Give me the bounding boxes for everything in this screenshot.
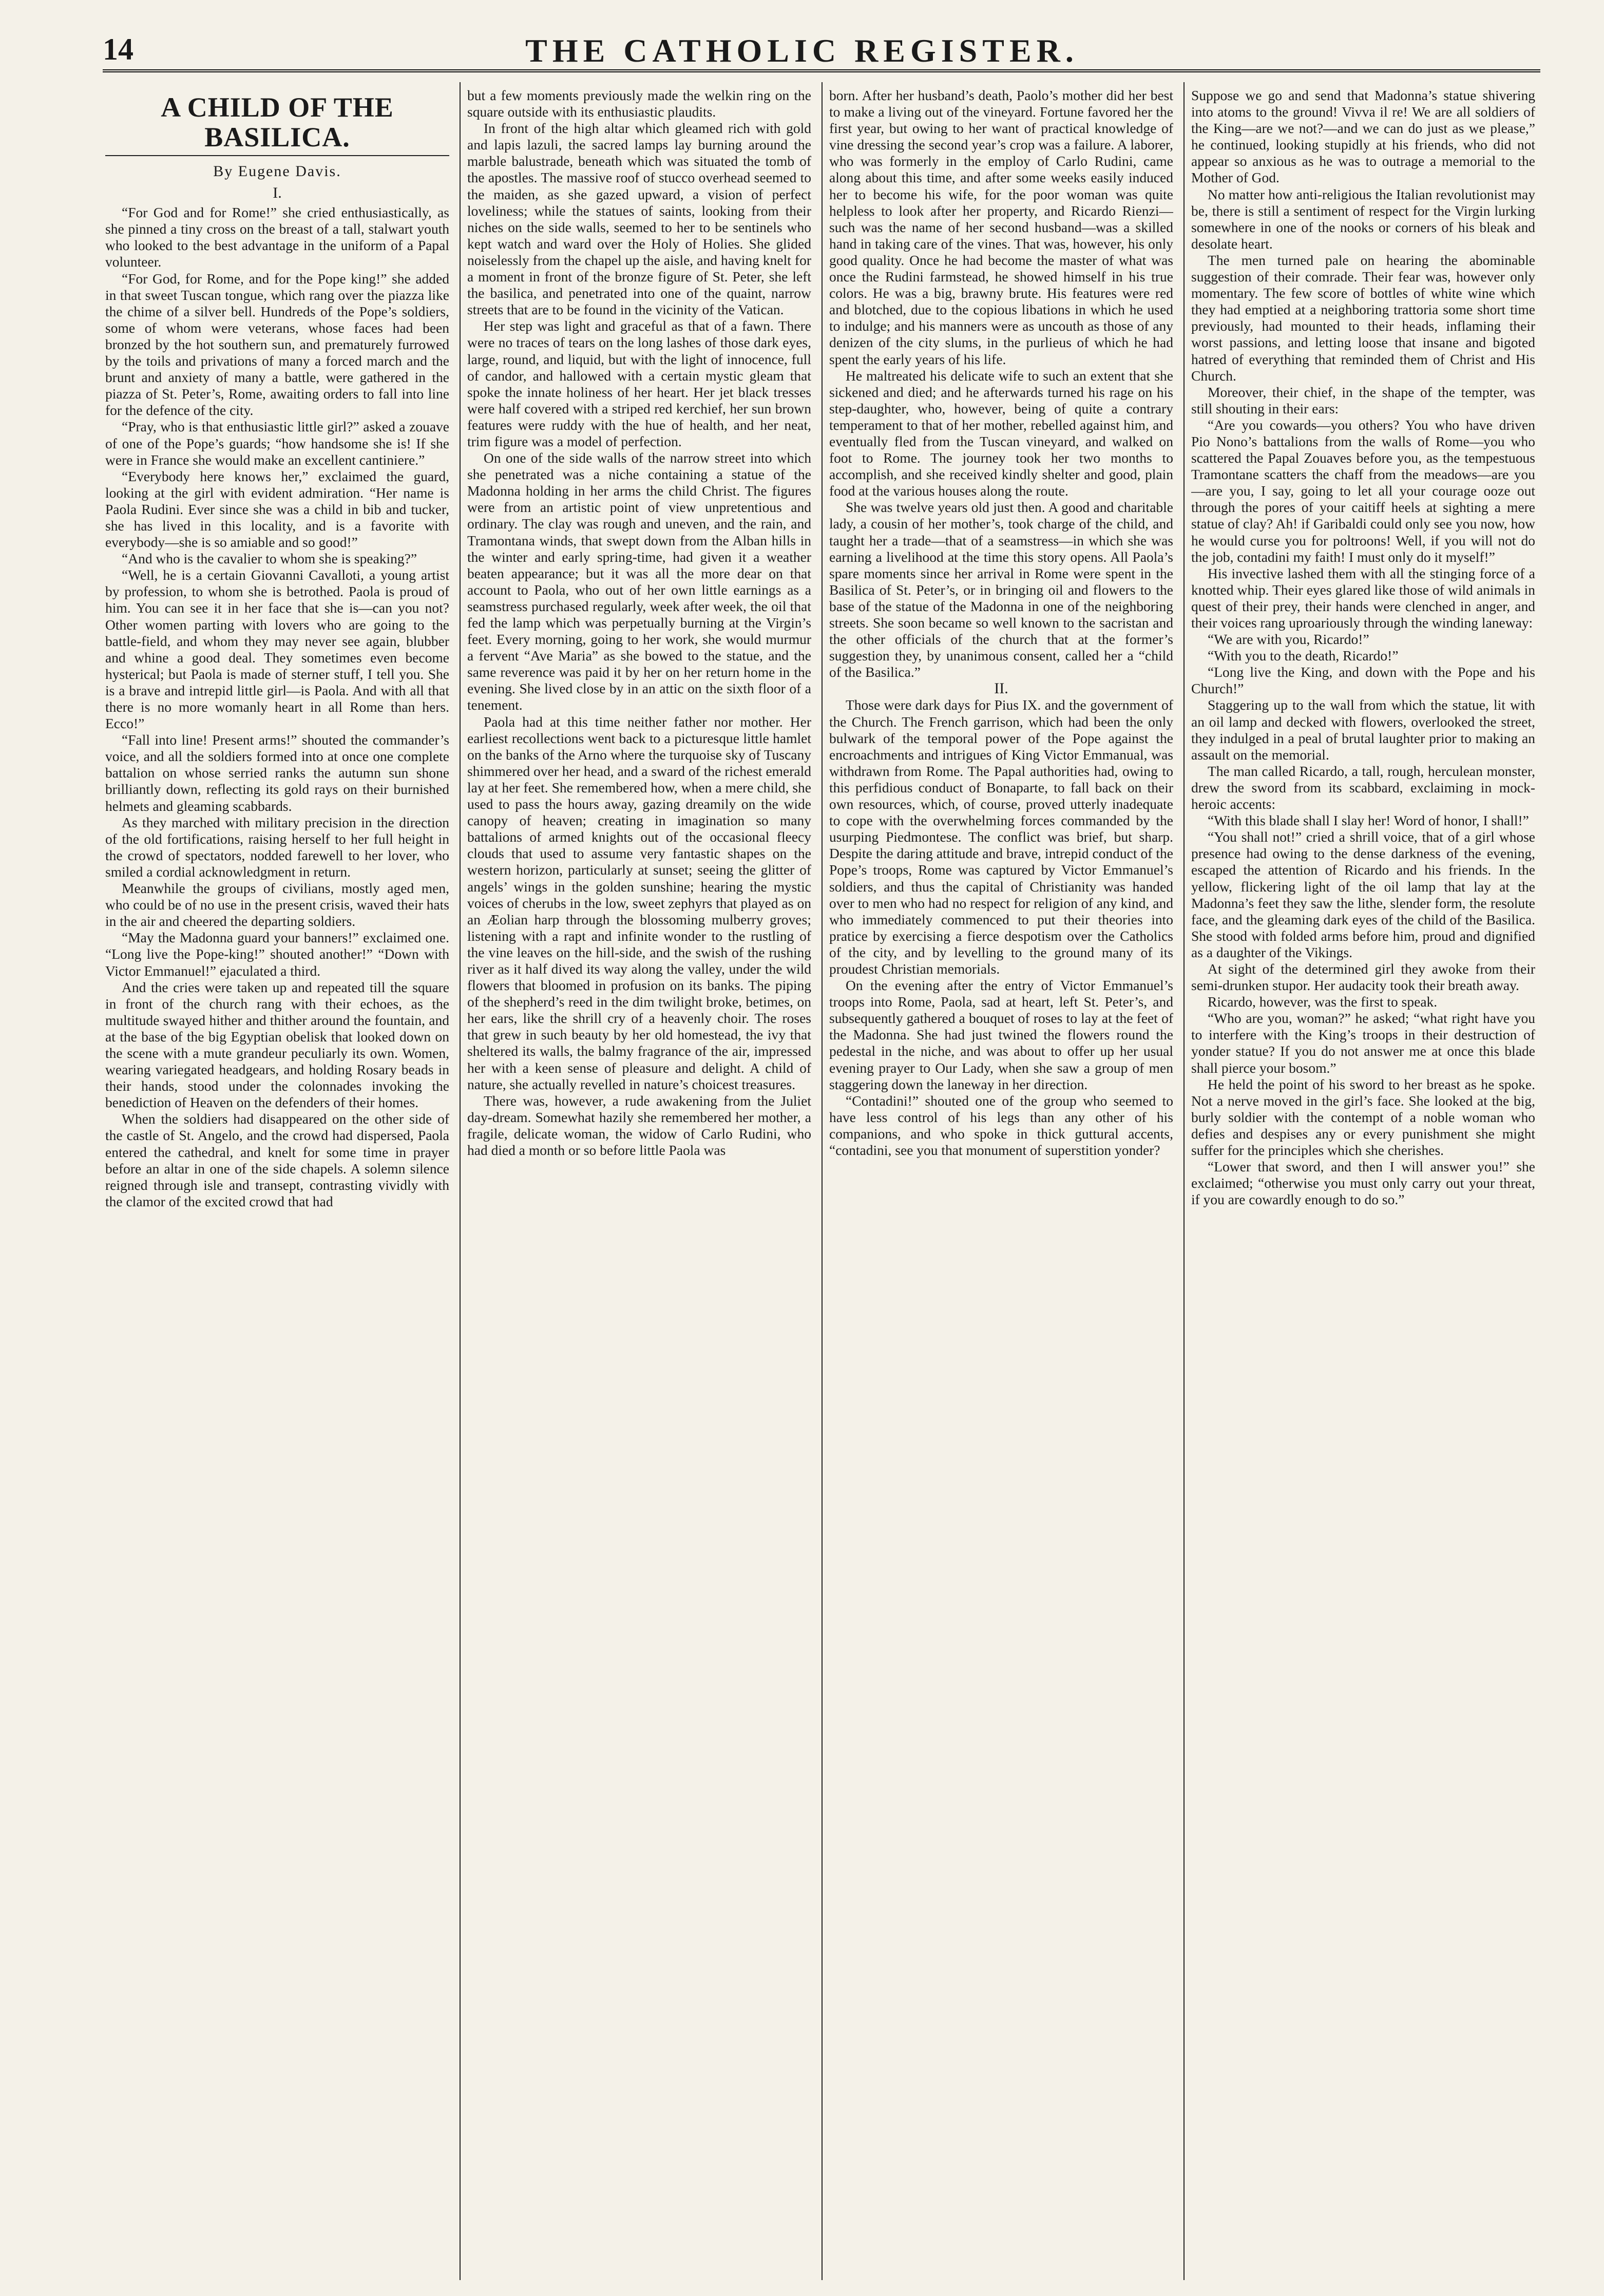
paragraph: “For God, for Rome, and for the Pope king!” she added in that sweet Tuscan tongue, which rang over the piazza like the chime of a silver bell. Hundreds of the Pope’s soldiers, some of whom were veterans, whose faces had been bronzed by the hot southern sun, and prematurely furrowed by the toils and privations of many a forced march and the brunt and anxiety of many a battle, were gathered in the piazza of St. Peter’s, Rome, awaiting orders to fall into line for the defence of the city. [105, 270, 449, 419]
paragraph: “You shall not!” cried a shrill voice, that of a girl whose presence had owing to the dense darkness of the evening, escaped the attention of Ricardo and his friends. In the yellow, flickering light of the oil lamp that lay at the Madonna’s feet they saw the lithe, slender form, the resolute face, and the gleaming dark eyes of the child of the Basilica. She stood with folded arms before him, proud and dignified as a daughter of the Vikings. [1191, 829, 1535, 960]
masthead [0, 0, 1604, 67]
paragraph: “With this blade shall I slay her! Word of honor, I shall!” [1208, 812, 1529, 829]
paragraph: “For God and for Rome!” she cried enthusiastically, as she pinned a tiny cross on the breast of a tall, stalwart youth who looked to the best advantage in the uniform of a Papal volunteer. [105, 204, 449, 270]
column-3 [829, 87, 1173, 2275]
column-4 [1191, 87, 1535, 2275]
page-number: 14 [103, 32, 133, 66]
paragraph: “Pray, who is that enthusiastic little girl?” asked a zouave of one of the Pope’s guards; “how handsome she is! If she were in France she would make an excellent cantiniere.” [105, 419, 449, 468]
paragraph: His invective lashed them with all the stinging force of a knotted whip. Their eyes glared like those of wild animals in quest of their prey, their hands were clenched in anger, and their voices rang uproariously through the winding laneway: [1191, 565, 1535, 631]
paragraph: “Long live the King, and down with the Pope and his Church!” [1191, 664, 1535, 697]
paragraph: On one of the side walls of the narrow street into which she penetrated was a niche containing a statue of the Madonna holding in her arms the child Christ. The figures were from an artistic point of view unpretentious and ordinary. The clay was rough and uneven, and the rain, and Tramontana winds, that swept down from the Alban hills in the winter and early spring-time, had given it a weather beaten appearance; but it was all the more dear on that account to Paola, who out of her own little earnings as a seamstress purchased regularly, week after week, the oil that fed the lamp which was perpetually burning at the Virgin’s feet. Every morning, going to her work, she would murmur a fervent “Ave Maria” as she bowed to the statue, and the same reverence was paid it by her on her return home in the evening. She lived close by in an attic on the sixth floor of a tenement. [467, 450, 811, 713]
column-1 [105, 87, 449, 2275]
newspaper-title: THE CATHOLIC REGISTER. [525, 32, 1079, 69]
paragraph: As they marched with military precision in the direction of the old fortifications, raising herself to her full height in the crowd of spectators, nodded farewell to her lover, who smiled a cordial acknowledgment in return. [105, 814, 449, 880]
paragraph: Meanwhile the groups of civilians, mostly aged men, who could be of no use in the present crisis, waved their hats in the air and cheered the departing soldiers. [105, 880, 449, 929]
section-heading: II. [994, 680, 1008, 697]
paragraph: “Fall into line! Present arms!” shouted the commander’s voice, and all the soldiers formed into at once one complete battalion on whose serried ranks the autumn sun shone brilliantly down, reflecting its gold rays on their burnished helmets and gleaming scabbards. [105, 732, 449, 814]
paragraph: At sight of the determined girl they awoke from their semi-drunken stupor. Her audacity took their breath away. [1191, 960, 1535, 994]
paragraph: “We are with you, Ricardo!” [1208, 631, 1369, 648]
paragraph: “Who are you, woman?” he asked; “what right have you to interfere with the King’s troops in their destruction of yonder statue? If you do not answer me at once this blade shall pierce your bosom.” [1191, 1010, 1535, 1076]
paragraph: There was, however, a rude awakening from the Juliet day-dream. Somewhat hazily she remembered her mother, a fragile, delicate woman, the widow of Carlo Rudini, who had died a month or so before little Paola was [467, 1092, 811, 1158]
section-heading: I. [273, 184, 282, 202]
paragraph: “With you to the death, Ricardo!” [1208, 648, 1399, 664]
paragraph: In front of the high altar which gleamed rich with gold and lapis lazuli, the sacred lamps lay burning around the marble balustrade, beneath which was situated the tomb of the apostles. The massive roof of stucco overhead seemed to the maiden, as she gazed upward, a vision of perfect loveliness; while the statues of saints, looking from their niches on the side walls, seemed to her to be sentinels who kept watch and ward over the Holy of Holies. She glided noiselessly from the chapel up the aisle, and having knelt for a moment in front of the bronze figure of St. Peter, she left the basilica, and penetrated into one of the quaint, narrow streets that are to be found in the vicinity of the Vatican. [467, 120, 811, 318]
paragraph: She was twelve years old just then. A good and charitable lady, a cousin of her mother’s, took charge of the child, and taught her a trade—that of a seamstress—in which she was earning a livelihood at the time this story opens. All Paola’s spare moments since her arrival in Rome were spent in the Basilica of St. Peter’s, or in bringing oil and flowers to the base of the statue of the Madonna in one of the neighboring streets. She soon became so well known to the sacristan and the other officials of the church that at the former’s suggestion they, by unanimous consent, called her a “child of the Basilica.” [829, 499, 1173, 680]
paragraph: “Everybody here knows her,” exclaimed the guard, looking at the girl with evident admiration. “Her name is Paola Rudini. Ever since she was a child in bib and tucker, she has lived in this locality, and is a favorite with everybody—she is so amiable and so good!” [105, 468, 449, 551]
paragraph: Paola had at this time neither father nor mother. Her earliest recollections went back to a picturesque little hamlet on the banks of the Arno where the turquoise sky of Tuscany shimmered over her head, and a sward of the richest emerald lay at her feet. She remembered how, when a mere child, she used to pass the hours away, gazing dreamily on the wide canopy of heaven; creating in imagination so many battalions of armed knights out of the occasional fleecy clouds that used to assume very fantastic shapes on the western horizon, particularly at sunset; seeing the glitter of angels’ wings in the golden sunshine; hearing the mystic voices of cherubs in the low, sweet zephyrs that played as on an Æolian harp through the blossoming mulberry groves; listening with a rapt and infinite wonder to the rustling of the vine leaves on the hill-side, and the swish of the rushing river as it half dived its way along the valley, under the wild flowers that bloomed in profusion on its banks. The piping of the shepherd’s reed in the dim twilight broke, betimes, on her ears, like the shrill cry of a heavenly choir. The roses that grew in such beauty by her old homestead, the ivy that sheltered its walls, the balmy fragrance of the air, impressed her with a keen sense of pleasure and delight. A child of nature, she actually revelled in nature’s choicest treasures. [467, 713, 811, 1092]
paragraph: “Lower that sword, and then I will answer you!” she exclaimed; “otherwise you must only carry out your threat, if you are cowardly enough to do so.” [1191, 1159, 1535, 1208]
paragraph: No matter how anti-religious the Italian revolutionist may be, there is still a sentiment of respect for the Virgin lurking somewhere in one of the nooks or corners of his bleak and desolate heart. [1191, 186, 1535, 252]
paragraph: Ricardo, however, was the first to speak. [1208, 994, 1438, 1010]
byline: By Eugene Davis. [213, 163, 341, 180]
paragraph: but a few moments previously made the welkin ring on the square outside with its enthusiastic plaudits. [467, 87, 811, 120]
masthead-rule [103, 69, 1540, 72]
paragraph: Her step was light and graceful as that of a fawn. There were no traces of tears on the long lashes of those dark eyes, large, round, and liquid, but with the light of innocence, full of candor, and hallowed with a certain mystic gleam that spoke the innate holiness of her heart. Her jet black tresses were half covered with a striped red kerchief, her sun brown features were ruddy with the hue of health, and her neat, trim figure was a model of perfection. [467, 318, 811, 449]
paragraph: born. After her husband’s death, Paolo’s mother did her best to make a living out of the vineyard. Fortune favored her the first year, but owing to her want of practical knowledge of vine dressing the second year’s crop was a failure. A laborer, who was formerly in the employ of Carlo Rudini, came along about this time, and after some weeks easily induced her to become his wife, for the poor woman was quite helpless to look after her property, and Ricardo Rienzi—such was the name of her second husband—was a skilled hand in taking care of the vines. That was, however, his only good quality. Once he had become the master of what was once the Rudini farmstead, he showed himself in his true colors. He was a big, brawny brute. His features were red and blotched, due to the copious libations in which he used to indulge; and his manners were as uncouth as those of any denizen of the city slums, in the purlieus of which he had spent the early years of his life. [829, 87, 1173, 367]
column-divider [1183, 82, 1185, 2280]
paragraph: “May the Madonna guard your banners!” exclaimed one. “Long live the Pope-king!” shouted another!” “Down with Victor Emmanuel!” ejaculated a third. [105, 929, 449, 979]
paragraph: He held the point of his sword to her breast as he spoke. Not a nerve moved in the girl’s face. She looked at the big, burly soldier with the contempt of a noble woman who defies and despises any or every punishment she might suffer for the principles which she cherishes. [1191, 1076, 1535, 1158]
paragraph: On the evening after the entry of Victor Emmanuel’s troops into Rome, Paola, sad at heart, left St. Peter’s, and subsequently gathered a bouquet of roses to lay at the feet of the Madonna. She had just twined the flowers round the pedestal in the niche, and was about to offer up her usual evening prayer to Our Lady, when she saw a group of men staggering down the laneway in her direction. [829, 977, 1173, 1092]
column-2 [467, 87, 811, 2275]
paragraph: “Are you cowards—you others? You who have driven Pio Nono’s battalions from the walls of Rome—you who scattered the Papal Zouaves before you, as the tempestuous Tramontane scatters the chaff from the meadows—are you—are you, I say, going to let all your courage ooze out through the pores of your caitiff heels at sighting a mere statue of clay? Ah! if Garibaldi could only see you now, how he would curse you for poltroons! Well, if you will not do the job, contadini my faith! I must only do it myself!” [1191, 416, 1535, 565]
paragraph: The men turned pale on hearing the abominable suggestion of their comrade. Their fear was, however only momentary. The few score of bottles of white wine which they had emptied at a neighboring trattoria some short time previously, had mounted to their heads, inflaming their worst passions, and letting loose that insane and bigoted hatred of everything that reminded them of Christ and His Church. [1191, 252, 1535, 384]
paragraph: The man called Ricardo, a tall, rough, herculean monster, drew the sword from its scabbard, exclaiming in mock-heroic accents: [1191, 763, 1535, 812]
paragraph: When the soldiers had disappeared on the other side of the castle of St. Angelo, and the crowd had dispersed, Paola entered the cathedral, and knelt for some time in prayer before an altar in one of the side chapels. A solemn silence reigned through isle and transept, contrasting vividly with the clamor of the excited crowd that had [105, 1111, 449, 1209]
paragraph: “Contadini!” shouted one of the group who seemed to have less control of his legs than any other of his companions, and who spoke in thick guttural accents, “contadini, see you that monument of superstition yonder? [829, 1092, 1173, 1158]
paragraph: Moreover, their chief, in the shape of the tempter, was still shouting in their ears: [1191, 384, 1535, 416]
paragraph: “Well, he is a certain Giovanni Cavalloti, a young artist by profession, to whom she is betrothed. Paola is proud of him. You can see it in her face that she is—can you not? Other women parting with lovers who are going to the battle-field, and whom they may never see again, blubber and whine a good deal. They sometimes even become hysterical; but Paola is made of sterner stuff, I tell you. She is a brave and intrepid little girl—is Paola. And with all that there is no more womanly heart in all Rome than hers. Ecco!” [105, 567, 449, 732]
paragraph: He maltreated his delicate wife to such an extent that she sickened and died; and he afterwards turned his rage on his step-daughter, who, however, being of quite a contrary temperament to that of her mother, rebelled against him, and eventually fled from the Tuscan vineyard, and walked on foot to Rome. The journey took her two months to accomplish, and she received kindly shelter and good, plain food at the various houses along the route. [829, 367, 1173, 499]
column-divider [822, 82, 823, 2280]
paragraph: And the cries were taken up and repeated till the square in front of the church rang with their echoes, as the multitude swayed hither and thither around the fountain, and at the base of the big Egyptian obelisk that looked down on the scene with a mute grandeur peculiarly its own. Women, wearing variegated headgears, and holding Rosary beads in their hands, stood under the colonnades invoking the benediction of Heaven on the defenders of their homes. [105, 979, 449, 1111]
paragraph: “And who is the cavalier to whom she is speaking?” [122, 551, 417, 567]
paragraph: Staggering up to the wall from which the statue, lit with an oil lamp and decked with flowers, overlooked the street, they indulged in a peal of brutal laughter prior to making an assault on the memorial. [1191, 697, 1535, 763]
paragraph: Those were dark days for Pius IX. and the government of the Church. The French garrison, which had been the only bulwark of the temporal power of the Pope against the encroachments and intrigues of King Victor Emmanual, was withdrawn from Rome. The Papal authorities had, owing to this perfidious conduct of Bonaparte, to fall back on their own resources, which, of course, proved utterly inadequate to cope with the overwhelming forces commanded by the usurping Piedmontese. The conflict was brief, but sharp. Despite the daring attitude and brave, intrepid conduct of the Pope’s troops, Rome was captured by Victor Emmanuel’s soldiers, and thus the capital of Christianity was handed over to men who had no respect for religion of any kind, and who immediately commenced to put their theories into pratice by exercising a fierce despotism over the Catholics of the city, and by levelling to the ground many of its proudest Christian memorials. [829, 697, 1173, 977]
paragraph: Suppose we go and send that Madonna’s statue shivering into atoms to the ground! Vivva il re! We are all soldiers of the King—are we not?—and we can do just as we please,” he continued, looking stupidly at his friends, who did not appear so anxious as he was to outrage a memorial to the Mother of God. [1191, 87, 1535, 186]
column-divider [460, 82, 461, 2280]
article-title: A CHILD OF THE BASILICA. [105, 92, 449, 156]
